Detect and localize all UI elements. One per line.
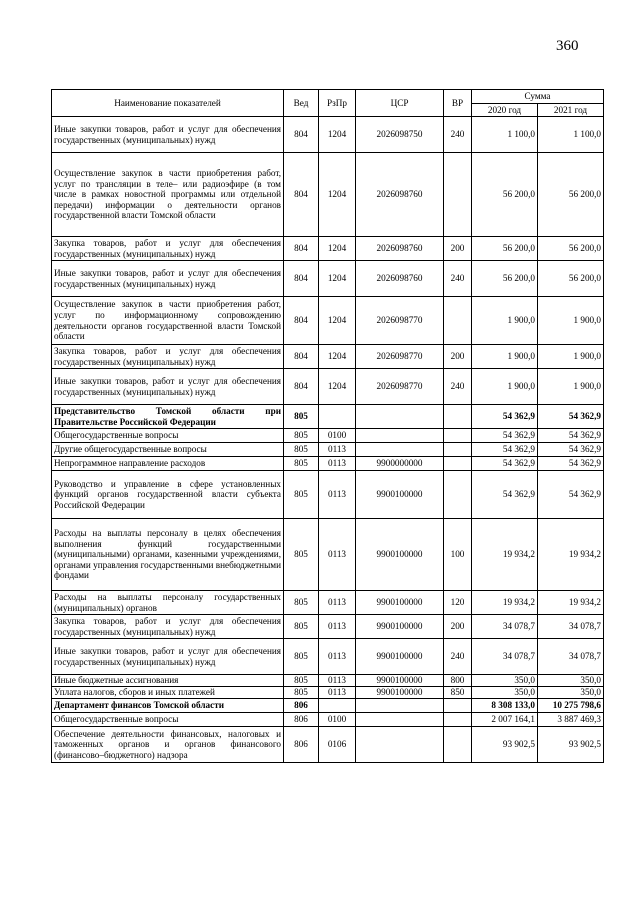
table-row	[52, 727, 604, 763]
cell-name: Закупка товаров, работ и услуг для обеспечения государственных (муниципальных) нужд	[52, 237, 284, 261]
cell-2020: 54 362,9	[472, 471, 538, 519]
cell-vr	[444, 153, 472, 237]
cell-csr: 9900100000	[356, 639, 444, 675]
cell-2020: 350,0	[472, 675, 538, 687]
cell-name: Представительство Томской области при Правительстве Российской Федерации	[52, 405, 284, 429]
cell-csr: 2026098770	[356, 297, 444, 345]
cell-ved: 804	[284, 345, 319, 369]
cell-2020: 34 078,7	[472, 639, 538, 675]
cell-ved: 805	[284, 405, 319, 429]
cell-csr: 9900100000	[356, 615, 444, 639]
cell-rzpr: 1204	[319, 369, 356, 405]
cell-vr	[444, 429, 472, 443]
cell-vr: 200	[444, 237, 472, 261]
cell-ved: 805	[284, 687, 319, 699]
cell-name: Осуществление закупок в части приобретения работ, услуг по трансляции в теле– или радиоэфире (в том числе в рамках новостной программы или отдельной передачи) информации о деятельности органов государственной власти Томской области	[52, 153, 284, 237]
cell-2021: 54 362,9	[538, 443, 604, 457]
cell-ved: 804	[284, 153, 319, 237]
cell-rzpr: 0113	[319, 639, 356, 675]
cell-vr	[444, 471, 472, 519]
table-row	[52, 405, 604, 429]
cell-ved: 804	[284, 117, 319, 153]
cell-2020: 54 362,9	[472, 405, 538, 429]
table-row	[52, 443, 604, 457]
cell-2021: 350,0	[538, 687, 604, 699]
cell-csr: 9900100000	[356, 519, 444, 591]
table-row	[52, 429, 604, 443]
budget-table	[51, 89, 604, 763]
cell-name: Расходы на выплаты персоналу государственных (муниципальных) органов	[52, 591, 284, 615]
table-row	[52, 261, 604, 297]
cell-rzpr: 0113	[319, 687, 356, 699]
cell-rzpr: 0113	[319, 443, 356, 457]
cell-name: Иные закупки товаров, работ и услуг для обеспечения государственных (муниципальных) нужд	[52, 117, 284, 153]
cell-2020: 56 200,0	[472, 261, 538, 297]
cell-rzpr: 0113	[319, 471, 356, 519]
table-row	[52, 153, 604, 237]
table-row	[52, 297, 604, 345]
cell-ved: 804	[284, 237, 319, 261]
cell-ved: 805	[284, 675, 319, 687]
cell-vr: 850	[444, 687, 472, 699]
cell-ved: 805	[284, 639, 319, 675]
cell-ved: 804	[284, 297, 319, 345]
cell-rzpr: 0100	[319, 713, 356, 727]
header-2020: 2020 год	[472, 104, 538, 117]
cell-name: Общегосударственные вопросы	[52, 713, 284, 727]
cell-2020: 56 200,0	[472, 153, 538, 237]
cell-rzpr: 0113	[319, 457, 356, 471]
header-vr: ВР	[444, 90, 472, 117]
cell-2020: 54 362,9	[472, 429, 538, 443]
cell-ved: 805	[284, 443, 319, 457]
cell-rzpr: 1204	[319, 153, 356, 237]
cell-rzpr	[319, 699, 356, 713]
table-row	[52, 519, 604, 591]
header-2021: 2021 год	[538, 104, 604, 117]
cell-2020: 54 362,9	[472, 457, 538, 471]
cell-vr: 240	[444, 261, 472, 297]
cell-csr	[356, 699, 444, 713]
cell-2021: 54 362,9	[538, 405, 604, 429]
cell-2020: 1 100,0	[472, 117, 538, 153]
cell-2020: 19 934,2	[472, 591, 538, 615]
table-row	[52, 117, 604, 153]
cell-2020: 54 362,9	[472, 443, 538, 457]
cell-2021: 1 900,0	[538, 369, 604, 405]
cell-2021: 54 362,9	[538, 471, 604, 519]
cell-ved: 805	[284, 519, 319, 591]
header-csr: ЦСР	[356, 90, 444, 117]
cell-rzpr: 1204	[319, 345, 356, 369]
cell-csr	[356, 727, 444, 763]
cell-2021: 34 078,7	[538, 615, 604, 639]
cell-ved: 805	[284, 429, 319, 443]
table-row	[52, 369, 604, 405]
header-ved: Вед	[284, 90, 319, 117]
cell-name: Руководство и управление в сфере установленных функций органов государственной власти субъекта Российской Федерации	[52, 471, 284, 519]
cell-2021: 1 100,0	[538, 117, 604, 153]
cell-name: Закупка товаров, работ и услуг для обеспечения государственных (муниципальных) нужд	[52, 615, 284, 639]
cell-name: Иные закупки товаров, работ и услуг для обеспечения государственных (муниципальных) нужд	[52, 639, 284, 675]
cell-2021: 19 934,2	[538, 519, 604, 591]
cell-rzpr: 1204	[319, 261, 356, 297]
table-row	[52, 471, 604, 519]
cell-ved: 805	[284, 471, 319, 519]
table-row	[52, 345, 604, 369]
cell-vr	[444, 727, 472, 763]
cell-csr	[356, 713, 444, 727]
cell-ved: 805	[284, 615, 319, 639]
cell-csr: 9900100000	[356, 675, 444, 687]
cell-vr: 200	[444, 615, 472, 639]
cell-ved: 806	[284, 699, 319, 713]
header-name: Наименование показателей	[52, 90, 284, 117]
cell-name: Закупка товаров, работ и услуг для обеспечения государственных (муниципальных) нужд	[52, 345, 284, 369]
cell-csr	[356, 429, 444, 443]
cell-vr: 120	[444, 591, 472, 615]
cell-name: Департамент финансов Томской области	[52, 699, 284, 713]
table-row	[52, 699, 604, 713]
cell-2020: 19 934,2	[472, 519, 538, 591]
cell-csr: 9900100000	[356, 591, 444, 615]
cell-ved: 804	[284, 261, 319, 297]
cell-ved: 804	[284, 369, 319, 405]
table-row	[52, 687, 604, 699]
cell-2021: 56 200,0	[538, 153, 604, 237]
cell-2020: 93 902,5	[472, 727, 538, 763]
cell-name: Другие общегосударственные вопросы	[52, 443, 284, 457]
table-row	[52, 237, 604, 261]
cell-vr: 100	[444, 519, 472, 591]
cell-rzpr: 0113	[319, 519, 356, 591]
cell-ved: 805	[284, 457, 319, 471]
cell-csr: 9900100000	[356, 687, 444, 699]
cell-2021: 10 275 798,6	[538, 699, 604, 713]
cell-vr	[444, 297, 472, 345]
cell-ved: 806	[284, 713, 319, 727]
cell-csr: 9900100000	[356, 471, 444, 519]
cell-vr	[444, 699, 472, 713]
cell-vr	[444, 457, 472, 471]
cell-2020: 1 900,0	[472, 369, 538, 405]
cell-2021: 54 362,9	[538, 457, 604, 471]
cell-rzpr: 1204	[319, 237, 356, 261]
page-number: 360	[556, 38, 579, 54]
header-sum: Сумма	[472, 90, 604, 104]
cell-rzpr: 0113	[319, 615, 356, 639]
cell-2021: 1 900,0	[538, 345, 604, 369]
cell-2020: 56 200,0	[472, 237, 538, 261]
cell-csr: 2026098760	[356, 237, 444, 261]
cell-2020: 2 007 164,1	[472, 713, 538, 727]
cell-2021: 350,0	[538, 675, 604, 687]
cell-csr: 9900000000	[356, 457, 444, 471]
cell-2021: 56 200,0	[538, 237, 604, 261]
cell-ved: 805	[284, 591, 319, 615]
cell-name: Иные бюджетные ассигнования	[52, 675, 284, 687]
cell-2020: 1 900,0	[472, 345, 538, 369]
cell-name: Общегосударственные вопросы	[52, 429, 284, 443]
cell-csr: 2026098760	[356, 261, 444, 297]
cell-name: Уплата налогов, сборов и иных платежей	[52, 687, 284, 699]
cell-rzpr	[319, 405, 356, 429]
cell-2021: 93 902,5	[538, 727, 604, 763]
table-row	[52, 713, 604, 727]
table-row	[52, 675, 604, 687]
cell-csr	[356, 443, 444, 457]
cell-name: Иные закупки товаров, работ и услуг для обеспечения государственных (муниципальных) нужд	[52, 261, 284, 297]
table-row	[52, 591, 604, 615]
cell-2020: 1 900,0	[472, 297, 538, 345]
cell-rzpr: 0113	[319, 675, 356, 687]
cell-vr	[444, 713, 472, 727]
cell-2021: 54 362,9	[538, 429, 604, 443]
cell-2021: 34 078,7	[538, 639, 604, 675]
table-row	[52, 615, 604, 639]
cell-2020: 34 078,7	[472, 615, 538, 639]
cell-csr: 2026098760	[356, 153, 444, 237]
cell-vr: 240	[444, 117, 472, 153]
cell-vr	[444, 405, 472, 429]
table-row	[52, 457, 604, 471]
table-row	[52, 639, 604, 675]
cell-rzpr: 0113	[319, 591, 356, 615]
cell-csr: 2026098750	[356, 117, 444, 153]
cell-name: Иные закупки товаров, работ и услуг для обеспечения государственных (муниципальных) нужд	[52, 369, 284, 405]
cell-vr: 240	[444, 369, 472, 405]
cell-2020: 8 308 133,0	[472, 699, 538, 713]
cell-name: Расходы на выплаты персоналу в целях обеспечения выполнения функций государственными (муниципальными) органами, казенными учреждениями, органами управления государственными внебюджетными фондами	[52, 519, 284, 591]
cell-rzpr: 0100	[319, 429, 356, 443]
cell-name: Обеспечение деятельности финансовых, налоговых и таможенных органов и органов финансового (финансово–бюджетного) надзора	[52, 727, 284, 763]
cell-name: Осуществление закупок в части приобретения работ, услуг по информационному сопровождению деятельности органов государственной власти Томской области	[52, 297, 284, 345]
cell-csr: 2026098770	[356, 369, 444, 405]
cell-rzpr: 0106	[319, 727, 356, 763]
cell-2021: 56 200,0	[538, 261, 604, 297]
cell-rzpr: 1204	[319, 117, 356, 153]
cell-vr: 800	[444, 675, 472, 687]
cell-2021: 3 887 469,3	[538, 713, 604, 727]
cell-rzpr: 1204	[319, 297, 356, 345]
cell-2020: 350,0	[472, 687, 538, 699]
cell-csr	[356, 405, 444, 429]
cell-vr: 200	[444, 345, 472, 369]
cell-csr: 2026098770	[356, 345, 444, 369]
cell-vr	[444, 443, 472, 457]
cell-ved: 806	[284, 727, 319, 763]
cell-vr: 240	[444, 639, 472, 675]
cell-name: Непрограммное направление расходов	[52, 457, 284, 471]
header-rzpr: РзПр	[319, 90, 356, 117]
cell-2021: 19 934,2	[538, 591, 604, 615]
cell-2021: 1 900,0	[538, 297, 604, 345]
